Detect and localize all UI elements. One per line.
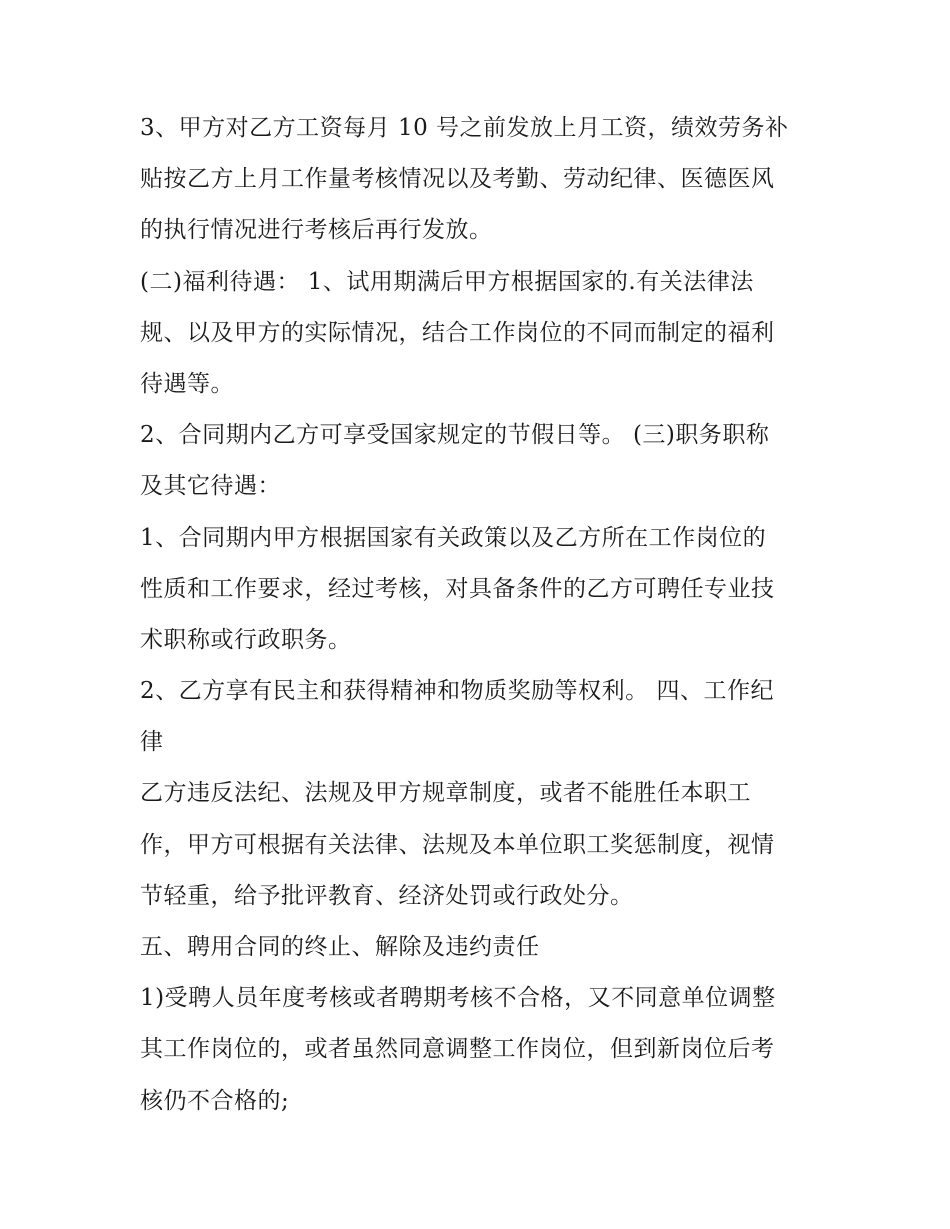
document-body [140, 103, 820, 1127]
text-line: 术职称或行政职务。 [140, 626, 352, 653]
text-line: 3、甲方对乙方工资每月 10 号之前发放上月工资，绩效劳务补 [140, 115, 789, 141]
text-line: (二)福利待遇： 1、试用期满后甲方根据国家的.有关法律法 [140, 268, 754, 295]
text-line: 及其它待遇： [140, 473, 281, 500]
text-line: 2、合同期内乙方可享受国家规定的节假日等。 (三)职务职称 [140, 422, 770, 449]
text-line: 作，甲方可根据有关法律、法规及本单位职工奖惩制度，视情 [140, 831, 775, 858]
text-line: 性质和工作要求，经过考核，对具备条件的乙方可聘任专业技 [140, 575, 775, 602]
text-line: 律 [140, 729, 164, 756]
text-line: 贴按乙方上月工作量考核情况以及考勤、劳动纪律、医德医风 [140, 166, 775, 193]
text-line: 2、乙方享有民主和获得精神和物质奖励等权利。 四、工作纪 [140, 678, 774, 705]
text-line: 规、以及甲方的实际情况，结合工作岗位的不同而制定的福利 [140, 319, 775, 346]
text-line: 乙方违反法纪、法规及甲方规章制度，或者不能胜任本职工 [140, 780, 751, 807]
text-line: 1)受聘人员年度考核或者聘期考核不合格，又不同意单位调整 [140, 985, 776, 1012]
text-line: 核仍不合格的; [140, 1087, 290, 1114]
text-line: 1、合同期内甲方根据国家有关政策以及乙方所在工作岗位的 [140, 524, 767, 551]
text-line: 的执行情况进行考核后再行发放。 [140, 217, 493, 244]
text-line: 节轻重，给予批评教育、经济处罚或行政处分。 [140, 882, 634, 909]
text-line: 其工作岗位的，或者虽然同意调整工作岗位，但到新岗位后考 [140, 1036, 775, 1063]
text-line: 待遇等。 [140, 370, 234, 397]
text-line: 五、聘用合同的终止、解除及违约责任 [140, 934, 540, 960]
